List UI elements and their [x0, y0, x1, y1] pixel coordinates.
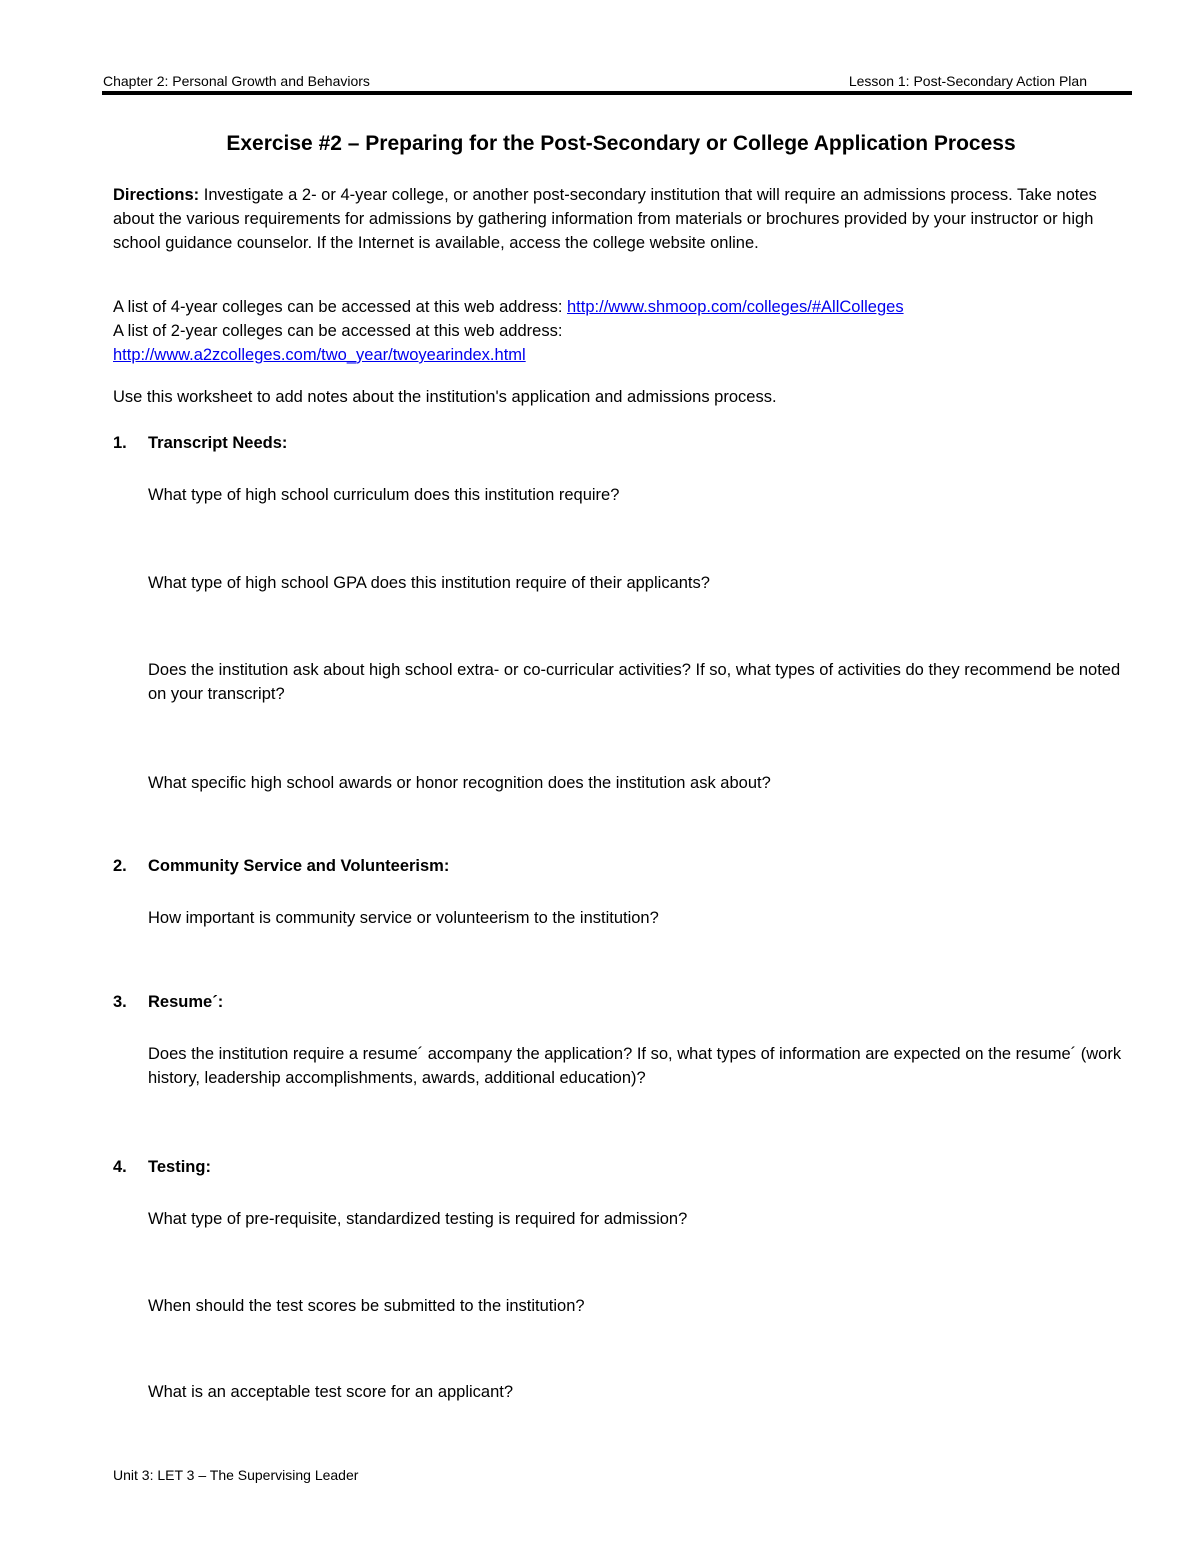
section-heading-resume	[113, 990, 223, 1014]
section-title: Resume´:	[148, 993, 224, 1011]
question-testing-type: What type of pre-requisite, standardized testing is required for admission?	[148, 1210, 688, 1228]
page-footer: Unit 3: LET 3 – The Supervising Leader	[113, 1467, 359, 1483]
section-heading-community-service	[113, 854, 449, 878]
section-title: Testing:	[148, 1158, 211, 1176]
question-community-service: How important is community service or volunteerism to the institution?	[148, 909, 659, 927]
directions-label: Directions:	[113, 186, 200, 204]
question-acceptable-score: What is an acceptable test score for an applicant?	[148, 1383, 514, 1401]
directions-paragraph	[113, 183, 1123, 255]
question-score-submission: When should the test scores be submitted to the institution?	[148, 1297, 585, 1315]
section-heading-transcript	[113, 431, 287, 455]
usage-note: Use this worksheet to add notes about the institution's application and admissions process.	[113, 388, 777, 406]
four-year-text: A list of 4-year colleges can be accessed at this web address:	[113, 298, 567, 316]
question-awards: What specific high school awards or honor recognition does the institution ask about?	[148, 774, 771, 792]
college-links-paragraph	[113, 295, 1123, 367]
question-curriculum: What type of high school curriculum does this institution require?	[148, 486, 620, 504]
section-number: 3.	[113, 993, 127, 1011]
section-title: Transcript Needs:	[148, 434, 288, 452]
section-number: 1.	[113, 434, 127, 452]
two-year-colleges-link[interactable]: http://www.a2zcolleges.com/two_year/twoyearindex.html	[113, 346, 526, 364]
question-activities: Does the institution ask about high school extra- or co-curricular activities? If so, what types of activities do they recommend be noted on your transcript?	[148, 661, 1121, 703]
section-number: 2.	[113, 857, 127, 875]
section-number: 4.	[113, 1158, 127, 1176]
question-resume: Does the institution require a resume´ accompany the application? If so, what types of information are expected on the resume´ (work history, leadership accomplishments, awards, additional education)?	[148, 1045, 1122, 1087]
two-year-text: A list of 2-year colleges can be accessed at this web address:	[113, 322, 563, 340]
question-gpa: What type of high school GPA does this institution require of their applicants?	[148, 574, 710, 592]
section-title: Community Service and Volunteerism:	[148, 857, 450, 875]
four-year-colleges-link[interactable]: http://www.shmoop.com/colleges/#AllColleges	[567, 298, 904, 316]
header-rule	[102, 91, 1132, 95]
lesson-label: Lesson 1: Post-Secondary Action Plan	[848, 73, 1087, 89]
chapter-label: Chapter 2: Personal Growth and Behaviors	[103, 73, 370, 89]
page-title: Exercise #2 – Preparing for the Post-Secondary or College Application Process	[226, 132, 1016, 155]
section-heading-testing	[113, 1155, 211, 1179]
directions-text: Investigate a 2- or 4-year college, or another post-secondary institution that will require an admissions process. Take notes about the various requirements for admissions by gathering information from materials or brochures provided by your instructor or high school guidance counselor. If the Internet is available, access the college website online.	[113, 186, 1097, 252]
